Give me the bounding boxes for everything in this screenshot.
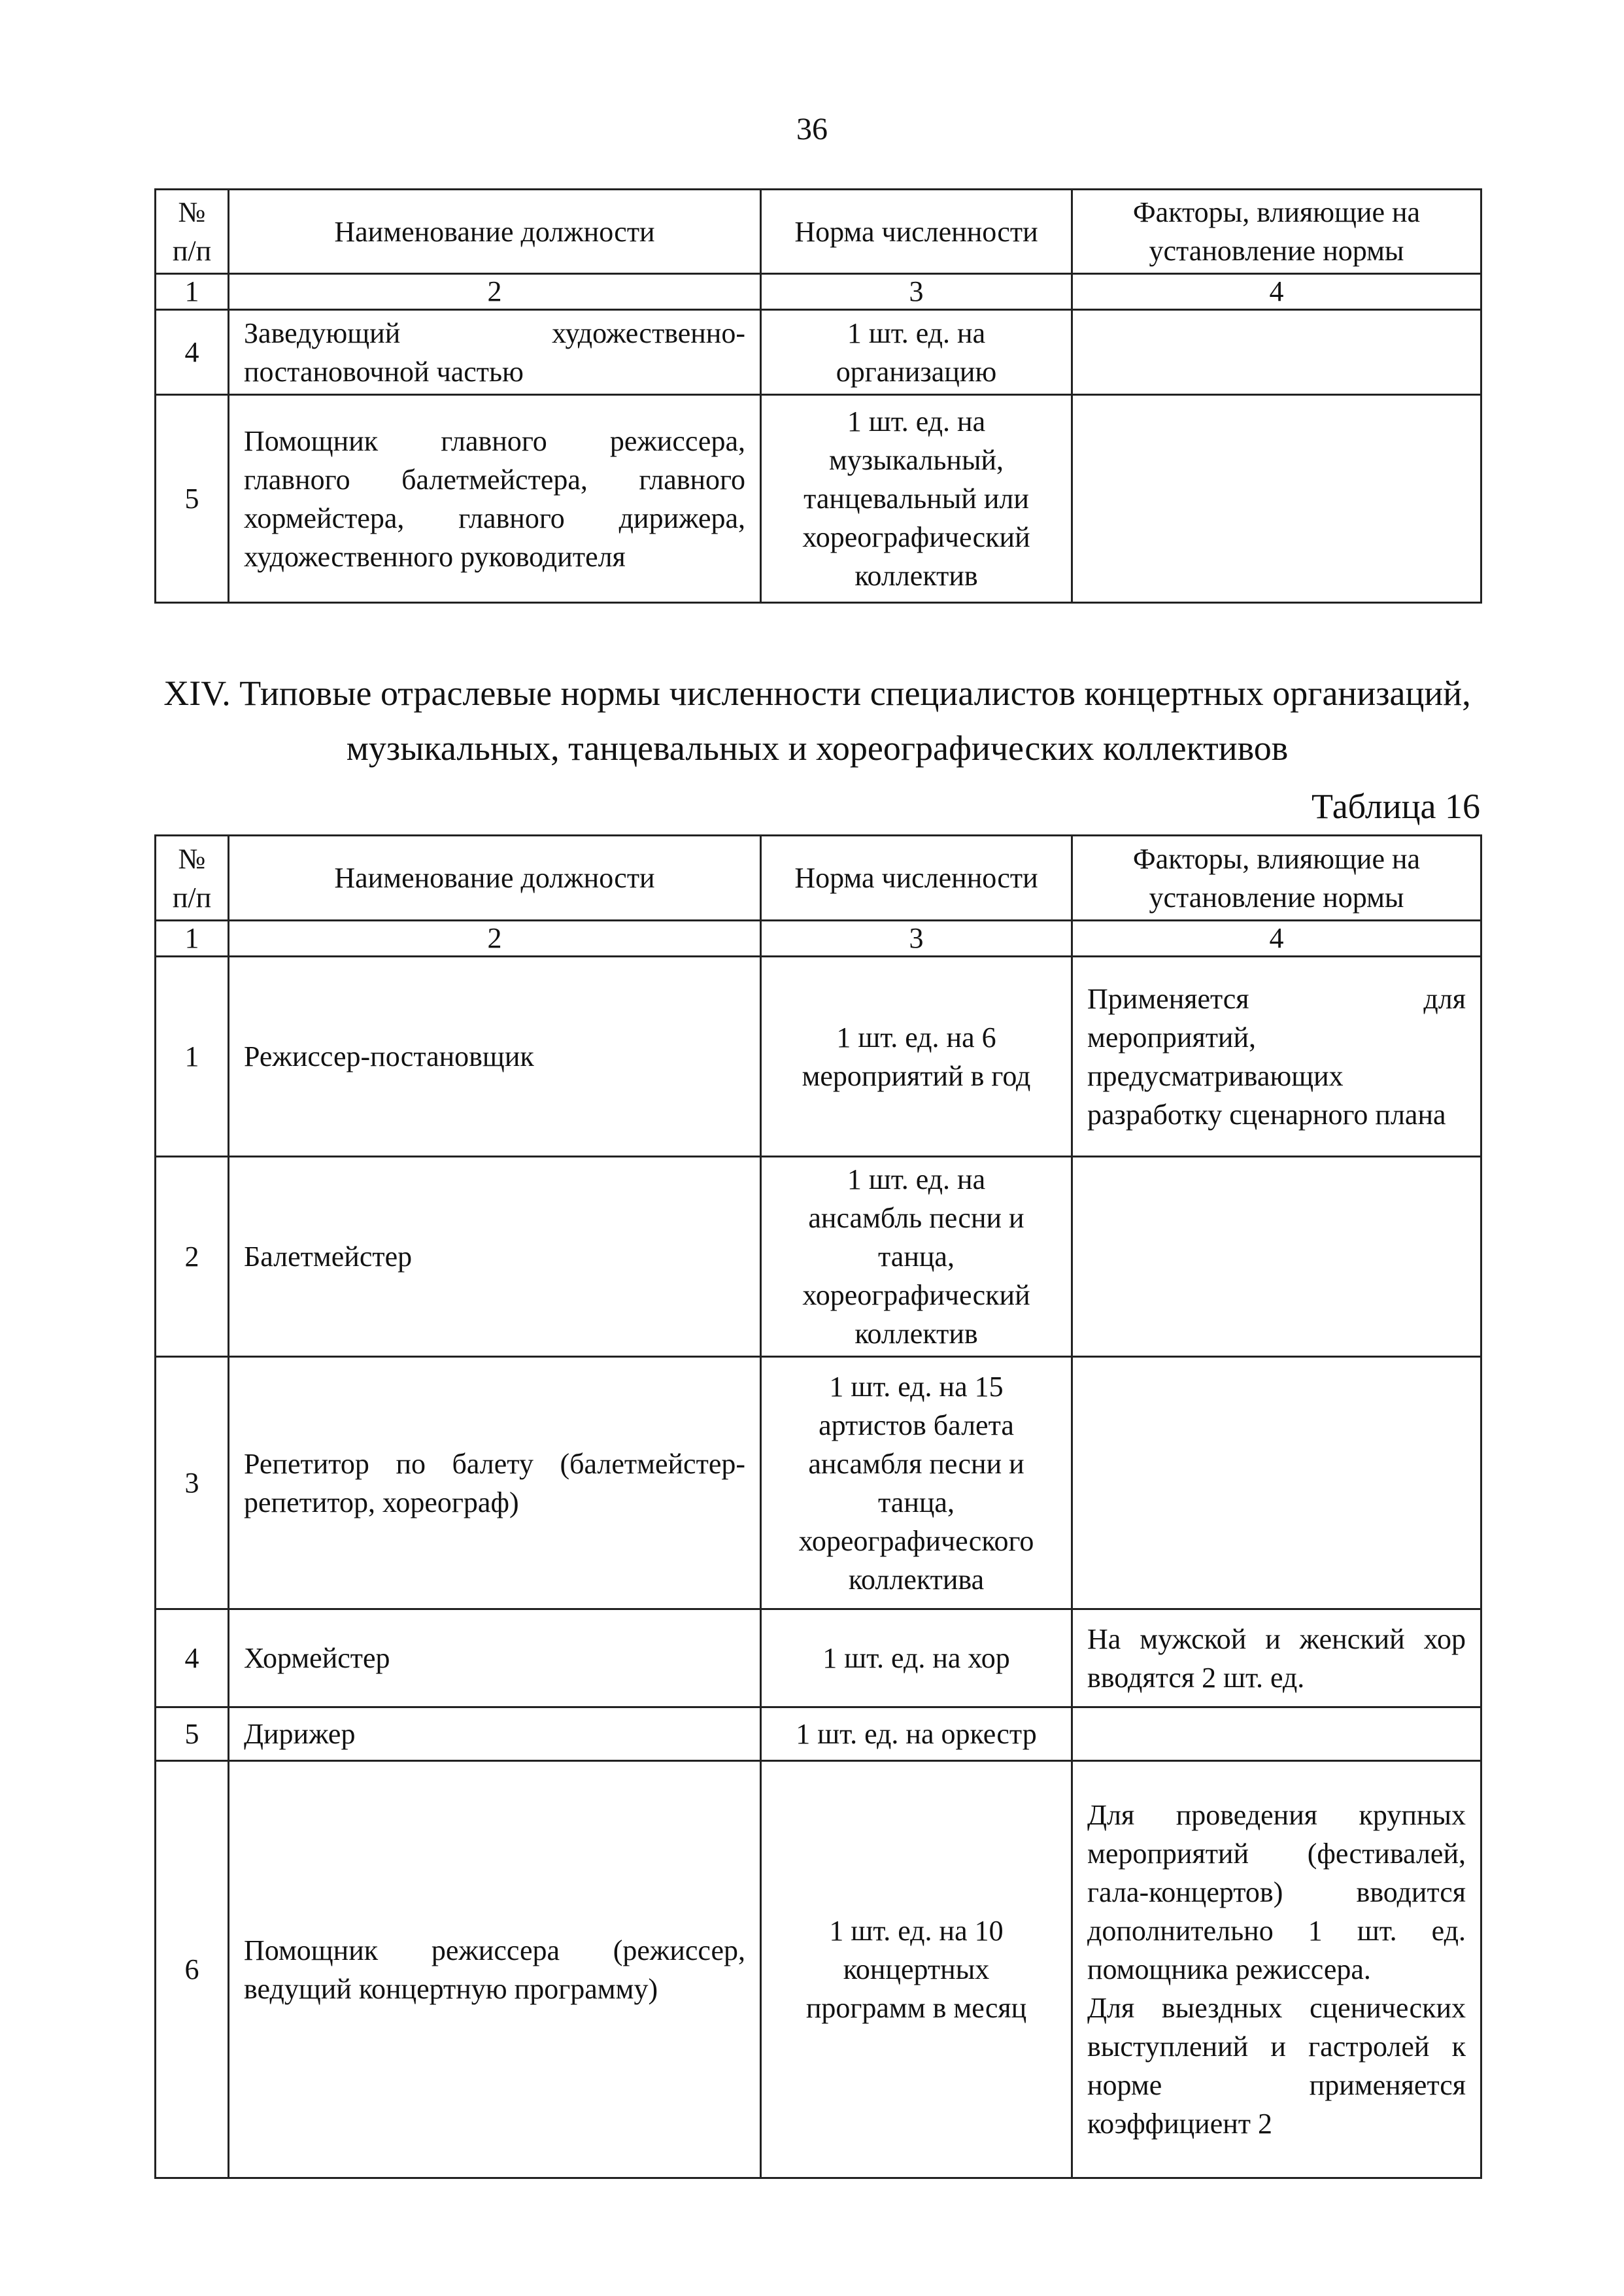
- col-number: 4: [1072, 921, 1481, 957]
- row-num: 4: [156, 1609, 229, 1707]
- col-number: 4: [1072, 274, 1481, 310]
- row-num: 4: [156, 310, 229, 395]
- col-number: 1: [156, 274, 229, 310]
- table-row: [156, 1357, 1481, 1609]
- row-position: Хормейстер: [229, 1609, 761, 1707]
- row-position: Режиссер-постановщик: [229, 957, 761, 1157]
- row-num: 6: [156, 1761, 229, 2178]
- row-factors: На мужской и женский хор вводятся 2 шт. ед.: [1072, 1609, 1481, 1707]
- header-position: Наименование должности: [229, 836, 761, 921]
- row-position: Заведующий художественно-постановочной частью: [229, 310, 761, 395]
- row-factors: [1072, 310, 1481, 395]
- header-num: № п/п: [156, 836, 229, 921]
- column-number-row: [156, 921, 1481, 957]
- header-factors: Факторы, влияющие на установление нормы: [1072, 190, 1481, 274]
- col-number: 3: [761, 921, 1072, 957]
- row-norm: 1 шт. ед. на оркестр: [761, 1707, 1072, 1761]
- table-caption: Таблица 16: [1311, 787, 1480, 826]
- row-num: 2: [156, 1157, 229, 1357]
- row-norm: 1 шт. ед. на 10 концертных программ в месяц: [761, 1761, 1072, 2178]
- header-norm: Норма численности: [761, 836, 1072, 921]
- header-factors: Факторы, влияющие на установление нормы: [1072, 836, 1481, 921]
- row-factors: [1072, 1761, 1481, 2178]
- row-position: Помощник главного режиссера, главного балетмейстера, главного хормейстера, главного дирижера, художественного руководителя: [229, 395, 761, 603]
- row-position: Помощник режиссера (режиссер, ведущий концертную программу): [229, 1761, 761, 2178]
- table-row: [156, 1761, 1481, 2178]
- row-factors: [1072, 1707, 1481, 1761]
- header-norm: Норма численности: [761, 190, 1072, 274]
- table-row: [156, 1707, 1481, 1761]
- col-number: 2: [229, 921, 761, 957]
- row-num: 3: [156, 1357, 229, 1609]
- header-position: Наименование должности: [229, 190, 761, 274]
- column-number-row: [156, 274, 1481, 310]
- row-position: Дирижер: [229, 1707, 761, 1761]
- row-norm: 1 шт. ед. на ансамбль песни и танца, хореографический коллектив: [761, 1157, 1072, 1357]
- row-factors: [1072, 1357, 1481, 1609]
- row-norm: 1 шт. ед. на музыкальный, танцевальный или хореографический коллектив: [761, 395, 1072, 603]
- header-num: № п/п: [156, 190, 229, 274]
- row-factors-part-2: Для выездных сценических выступлений и гастролей к норме применяется коэффициент 2: [1087, 1992, 1466, 2140]
- table-row: [156, 1157, 1481, 1357]
- col-number: 2: [229, 274, 761, 310]
- row-num: 1: [156, 957, 229, 1157]
- col-number: 1: [156, 921, 229, 957]
- page-number: 36: [796, 112, 828, 146]
- row-norm: 1 шт. ед. на 15 артистов балета ансамбля песни и танца, хореографического коллектива: [761, 1357, 1072, 1609]
- table-row: [156, 395, 1481, 603]
- row-position: Репетитор по балету (балетмейстер-репетитор, хореограф): [229, 1357, 761, 1609]
- table-row: [156, 310, 1481, 395]
- row-factors: [1072, 395, 1481, 603]
- table-row: [156, 957, 1481, 1157]
- row-norm: 1 шт. ед. на 6 мероприятий в год: [761, 957, 1072, 1157]
- row-factors: Применяется для мероприятий, предусматривающих разработку сценарного плана: [1072, 957, 1481, 1157]
- section-heading: XIV. Типовые отраслевые нормы численности специалистов концертных организаций, музыкальных, танцевальных и хореографических коллективов: [163, 674, 1471, 768]
- norms-table-16: [154, 834, 1482, 2179]
- row-norm: 1 шт. ед. на хор: [761, 1609, 1072, 1707]
- col-number: 3: [761, 274, 1072, 310]
- table-header-row: [156, 190, 1481, 274]
- row-num: 5: [156, 1707, 229, 1761]
- norms-table-continuation: [154, 188, 1482, 604]
- table-header-row: [156, 836, 1481, 921]
- row-num: 5: [156, 395, 229, 603]
- table-row: [156, 1609, 1481, 1707]
- row-norm: 1 шт. ед. на организацию: [761, 310, 1072, 395]
- row-factors: [1072, 1157, 1481, 1357]
- row-factors-part-1: Для проведения крупных мероприятий (фестивалей, гала-концертов) вводится дополнительно 1 шт. ед. помощника режиссера.: [1087, 1799, 1466, 1985]
- row-position: Балетмейстер: [229, 1157, 761, 1357]
